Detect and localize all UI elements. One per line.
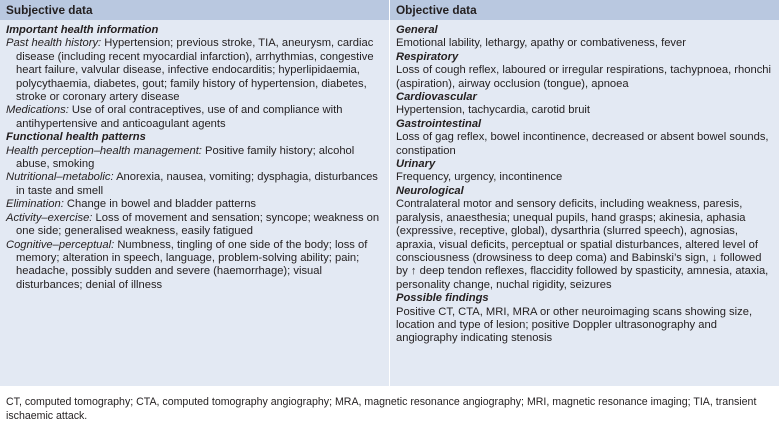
health-perception-entry: [6, 145, 386, 172]
elimination-entry: [6, 198, 386, 211]
perception-label: Health perception–health management:: [6, 144, 202, 157]
past-history-label: Past health history:: [6, 37, 102, 50]
important-health-heading: Important health information: [6, 24, 159, 36]
column-divider: [389, 0, 390, 386]
past-health-history-entry: [6, 37, 386, 104]
cognitive-label: Cognitive–perceptual:: [6, 238, 115, 251]
gastrointestinal-text: Loss of gag reflex, bowel incontinence, decreased or absent bowel sounds, constipation: [396, 131, 769, 157]
past-history-text: Hypertension; previous stroke, TIA, aneurysm, cardiac disease (including recent myocardial infarction), arrhythmias, congestive heart failure, valvular disease, infective endocarditis; hyperlipidaemia, polycythaemia, diabetes, gout; family history of hypertension, diabetes, stroke or coronary artery disease: [16, 37, 374, 104]
activity-entry: [6, 212, 386, 239]
gastrointestinal-heading: Gastrointestinal: [396, 117, 482, 130]
nutritional-label: Nutritional–metabolic:: [6, 171, 114, 184]
general-heading: General: [396, 24, 438, 36]
cardiovascular-text: Hypertension, tachycardia, carotid bruit: [396, 104, 591, 117]
urinary-text: Frequency, urgency, incontinence: [396, 171, 563, 184]
cognitive-entry: [6, 239, 386, 293]
perception-text: Positive family history; alcohol abuse, smoking: [16, 144, 355, 171]
general-text: Emotional lability, lethargy, apathy or combativeness, fever: [396, 37, 686, 50]
possible-findings-heading: Possible findings: [396, 292, 489, 305]
subjective-column: [6, 24, 386, 292]
functional-patterns-heading: Functional health patterns: [6, 131, 146, 144]
subjective-header: Subjective data: [0, 0, 389, 20]
elimination-label: Elimination:: [6, 198, 64, 211]
medications-text: Use of oral contraceptives, use of and compliance with antihypertensive and anticoagulant agents: [16, 104, 343, 130]
cognitive-text: Numbness, tingling of one side of the body; loss of memory; alteration in speech, language, problem-solving ability; pain; headache, possibly sudden and severe (haemorrhage); visual disturbances; denial of illness: [16, 238, 368, 291]
cardiovascular-heading: Cardiovascular: [396, 91, 477, 104]
elimination-text: Change in bowel and bladder patterns: [63, 198, 257, 211]
objective-header: Objective data: [390, 0, 779, 20]
activity-text: Loss of movement and sensation; syncope; weakness on one side; generalised weakness, easily fatigued: [16, 211, 380, 238]
respiratory-text: Loss of cough reflex, laboured or irregular respirations, tachypnoea, rhonchi (aspiration), airway occlusion (tongue), apnoea: [396, 64, 771, 90]
neurological-heading: Neurological: [396, 184, 464, 197]
activity-label: Activity–exercise:: [6, 211, 93, 224]
nutritional-entry: [6, 171, 386, 198]
urinary-heading: Urinary: [396, 158, 436, 171]
medications-entry: [6, 104, 386, 131]
neurological-text: Contralateral motor and sensory deficits, including weakness, paresis, paralysis, anaesthesia; unequal pupils, hand grasps; akinesia, aphasia (expressive, receptive, global), dysarthria (slurred speech), agnosias, apraxia, visual deficits, perceptual or spatial disturbances, altered level of consciousness (drowsiness to deep coma) and Babinski’s sign, ↓ followed by ↑ deep tendon reflexes, flaccidity followed by spasticity, amnesia, ataxia, personality change, nuchal rigidity, seizures: [396, 198, 769, 291]
nutritional-text: Anorexia, nausea, vomiting; dysphagia, disturbances in taste and smell: [16, 171, 378, 197]
objective-column: [396, 24, 776, 346]
respiratory-heading: Respiratory: [396, 50, 459, 63]
footnote: CT, computed tomography; CTA, computed tomography angiography; MRA, magnetic resonance angiography; MRI, magnetic resonance imaging; TIA, transient ischaemic attack.: [6, 396, 757, 422]
possible-findings-text: Positive CT, CTA, MRI, MRA or other neuroimaging scans showing size, location and type of lesion; positive Doppler ultrasonography and angiography indicating stenosis: [396, 305, 753, 345]
medications-label: Medications:: [6, 104, 69, 117]
